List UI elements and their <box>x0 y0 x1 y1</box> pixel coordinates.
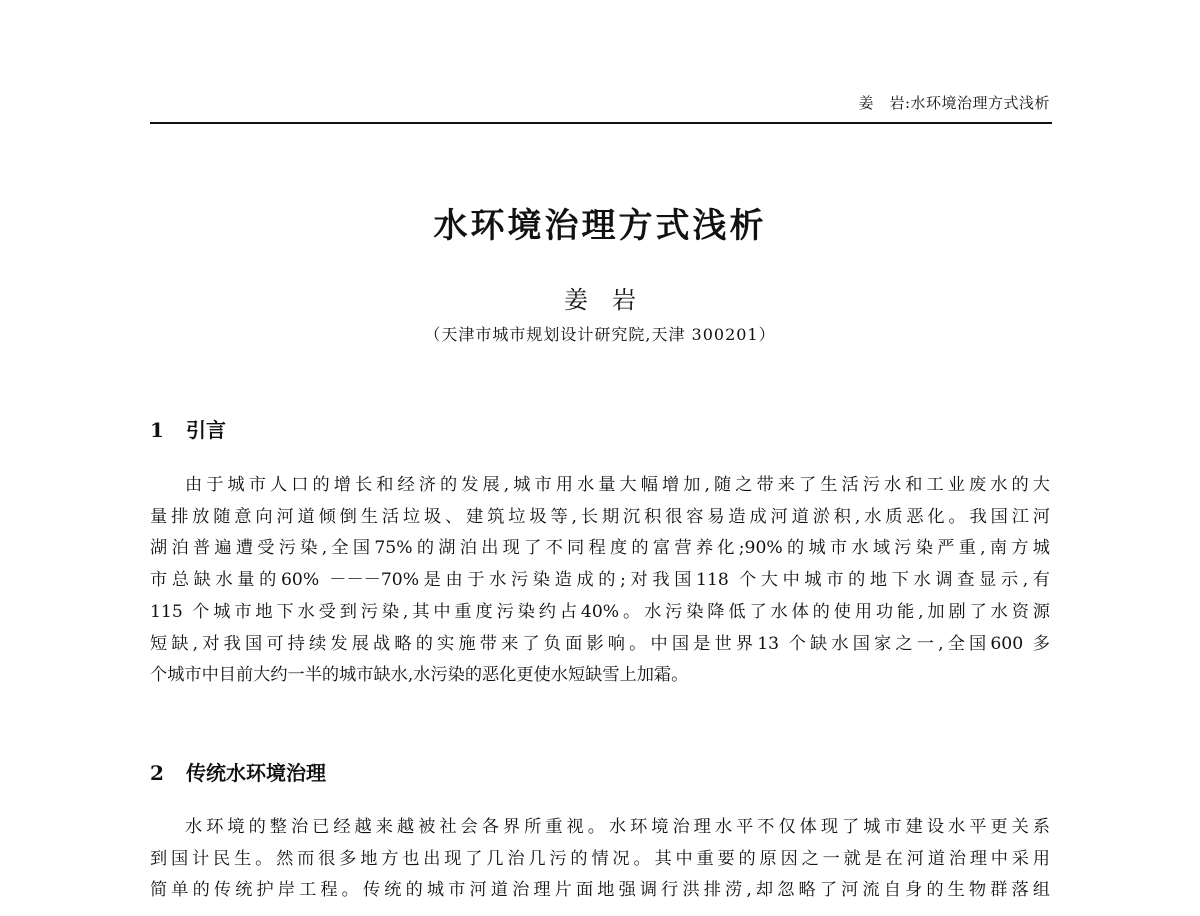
paragraph-line: 量排放随意向河道倾倒生活垃圾、建筑垃圾等,长期沉积很容易造成河道淤积,水质恶化。我国江河 <box>150 506 1050 527</box>
section-paragraph <box>150 812 1050 907</box>
paragraph-line: 短缺,对我国可持续发展战略的实施带来了负面影响。中国是世界13 个缺水国家之一,全国600 多 <box>150 633 1050 654</box>
section-heading-traditional-treatment <box>150 757 1050 786</box>
paragraph-line: 简单的传统护岸工程。传统的城市河道治理片面地强调行洪排涝,却忽略了河流自身的生物群落组 <box>150 880 1050 901</box>
paragraph-line: 到国计民生。然而很多地方也出现了几治几污的情况。其中重要的原因之一就是在河道治理中采用 <box>150 848 1050 869</box>
section-number: 1 <box>150 418 164 442</box>
section-paragraph <box>150 470 1050 692</box>
author-affiliation: （天津市城市规划设计研究院,天津 300201） <box>424 325 776 344</box>
section-number: 2 <box>150 761 164 785</box>
paragraph-line: 由于城市人口的增长和经济的发展,城市用水量大幅增加,随之带来了生活污水和工业废水的大 <box>185 475 1050 495</box>
section-title: 传统水环境治理 <box>186 761 326 785</box>
running-header: 姜 岩:水环境治理方式浅析 <box>858 94 1050 112</box>
paper-title: 水环境治理方式浅析 <box>433 206 767 246</box>
paragraph-line: 市总缺水量的60% －－－70%是由于水污染造成的;对我国118 个大中城市的地下水调查显示,有 <box>150 570 1050 591</box>
author-name: 姜岩 <box>564 286 660 314</box>
paragraph-line: 个城市中目前大约一半的城市缺水,水污染的恶化更使水短缺雪上加霜。 <box>150 665 689 686</box>
header-rule <box>150 122 1052 124</box>
paragraph-line: 115 个城市地下水受到污染,其中重度污染约占40%。水污染降低了水体的使用功能,加剧了水资源 <box>150 601 1050 622</box>
paragraph-line: 湖泊普遍遭受污染,全国75%的湖泊出现了不同程度的富营养化;90%的城市水域污染严重,南方城 <box>150 538 1050 559</box>
paragraph-line: 水环境的整治已经越来越被社会各界所重视。水环境治理水平不仅体现了城市建设水平更关系 <box>185 817 1050 837</box>
section-title: 引言 <box>186 418 226 442</box>
section-heading-introduction <box>150 414 1050 443</box>
